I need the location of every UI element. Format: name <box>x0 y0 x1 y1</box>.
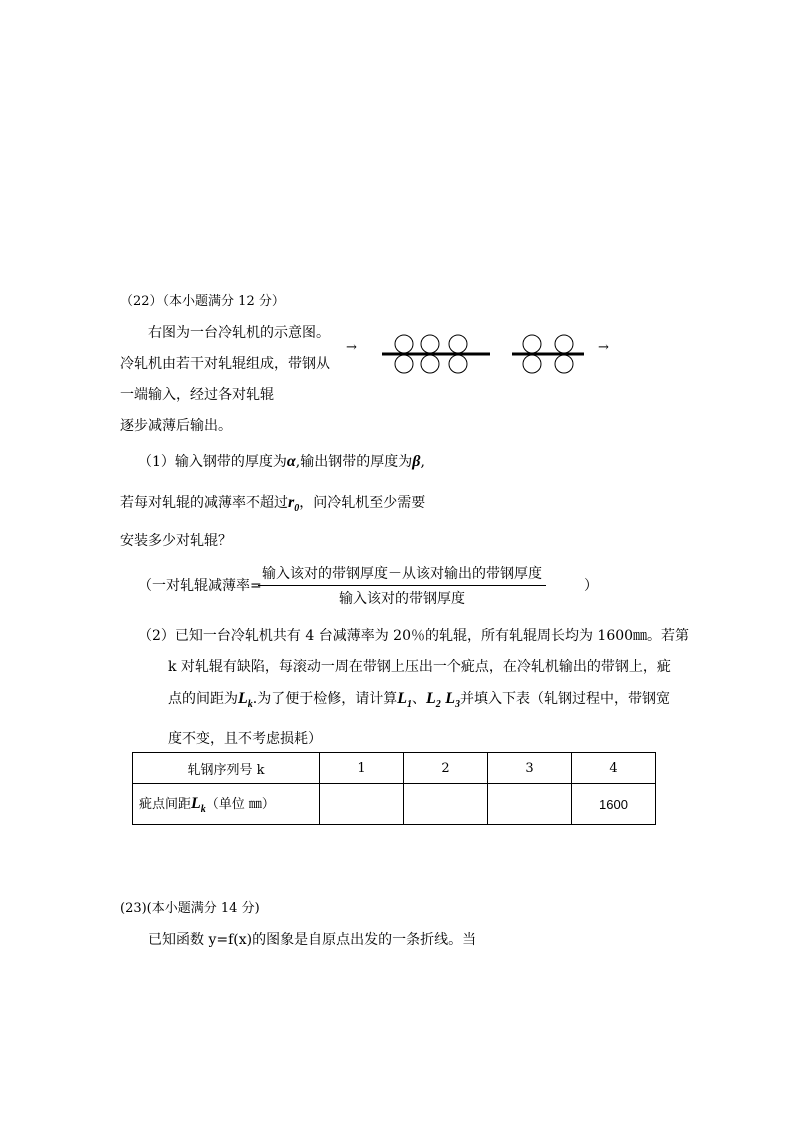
answer-cell-1[interactable] <box>320 784 404 825</box>
column-header-4: 4 <box>572 753 656 784</box>
column-header-3: 3 <box>488 753 572 784</box>
table-row <box>133 753 656 784</box>
defect-spacing-table <box>132 752 656 825</box>
reduction-rate-fraction <box>258 563 546 608</box>
roller-bottom-3 <box>449 355 467 373</box>
q22-part2-line1: （2）已知一台冷轧机共有 4 台减薄率为 20％的轧辊，所有轧辊周长均为 1600㎜。若第 <box>138 628 690 644</box>
answer-cell-2[interactable] <box>404 784 488 825</box>
input-arrow-icon: → <box>346 340 357 355</box>
q22-intro-line-2: 冷轧机由若干对轧辊组成，带钢从 <box>120 356 330 372</box>
L1-symbol: $L_1$ <box>397 690 413 711</box>
q22-intro-line-3: 一端输入，经过各对轧辊 <box>120 387 274 403</box>
fraction-numerator: 输入该对的带钢厚度－从该对输出的带钢厚度 <box>258 563 546 586</box>
roller-top-2 <box>421 335 439 353</box>
roller-bottom-4 <box>523 355 541 373</box>
q23-header: (23)(本小题满分 14 分) <box>120 901 260 916</box>
roller-top-5 <box>555 335 573 353</box>
output-arrow-icon: → <box>598 340 609 355</box>
q22-part2-line2: k 对轧辊有缺陷，每滚动一周在带钢上压出一个疵点，在冷轧机输出的带钢上，疵 <box>168 659 671 675</box>
row-label-sequence: 轧钢序列号 k <box>133 753 320 784</box>
q23-line1: 已知函数 y=f(x)的图象是自原点出发的一条折线。当 <box>148 932 477 948</box>
rollers-svg <box>382 330 622 378</box>
alpha-symbol: α <box>286 453 296 470</box>
roller-bottom-5 <box>555 355 573 373</box>
table-row <box>133 784 656 825</box>
answer-cell-3[interactable] <box>488 784 572 825</box>
row-label-defect-spacing: 疵点间距$L_k$（单位 ㎜） <box>133 784 320 825</box>
reduction-rate-def-suffix: ） <box>584 578 598 594</box>
column-header-2: 2 <box>404 753 488 784</box>
q22-part2-line3: 点的间距为$L_k$.为了便于检修，请计算$L_1$、$L_2$ $L_3$并填入下表（轧钢过程中，带钢宽 <box>168 690 671 711</box>
Lk-symbol: $L_k$ <box>238 690 253 711</box>
roller-top-4 <box>523 335 541 353</box>
value-cell-4: 1600 <box>572 784 656 825</box>
L2-symbol: $L_2$ <box>426 690 441 711</box>
beta-symbol: β <box>412 453 421 470</box>
roller-bottom-1 <box>395 355 413 373</box>
q22-part1-line2: 若每对轧辊的减薄率不超过$r_0$，问冷轧机至少需要 <box>120 494 426 515</box>
reduction-rate-def-prefix: （一对轧辊减薄率= <box>138 578 262 594</box>
L3-symbol: $L_3$ <box>445 690 461 711</box>
q22-intro-line-1: 右图为一台冷轧机的示意图。 <box>148 325 330 341</box>
column-header-1: 1 <box>320 753 404 784</box>
q22-header: （22）（本小题满分 12 分） <box>120 294 285 309</box>
roller-top-3 <box>449 335 467 353</box>
fraction-denominator: 输入该对的带钢厚度 <box>339 591 465 607</box>
q22-part1-line1: （1）输入钢带的厚度为α,输出钢带的厚度为β, <box>138 453 425 470</box>
roller-bottom-2 <box>421 355 439 373</box>
q22-part1-line3: 安装多少对轧辊？ <box>120 533 232 549</box>
roller-top-1 <box>395 335 413 353</box>
q22-intro-line-4: 逐步减薄后输出。 <box>120 418 232 434</box>
r0-symbol: $r_0$ <box>288 494 300 515</box>
q22-part2-line4: 度不变，且不考虑损耗） <box>168 731 322 747</box>
